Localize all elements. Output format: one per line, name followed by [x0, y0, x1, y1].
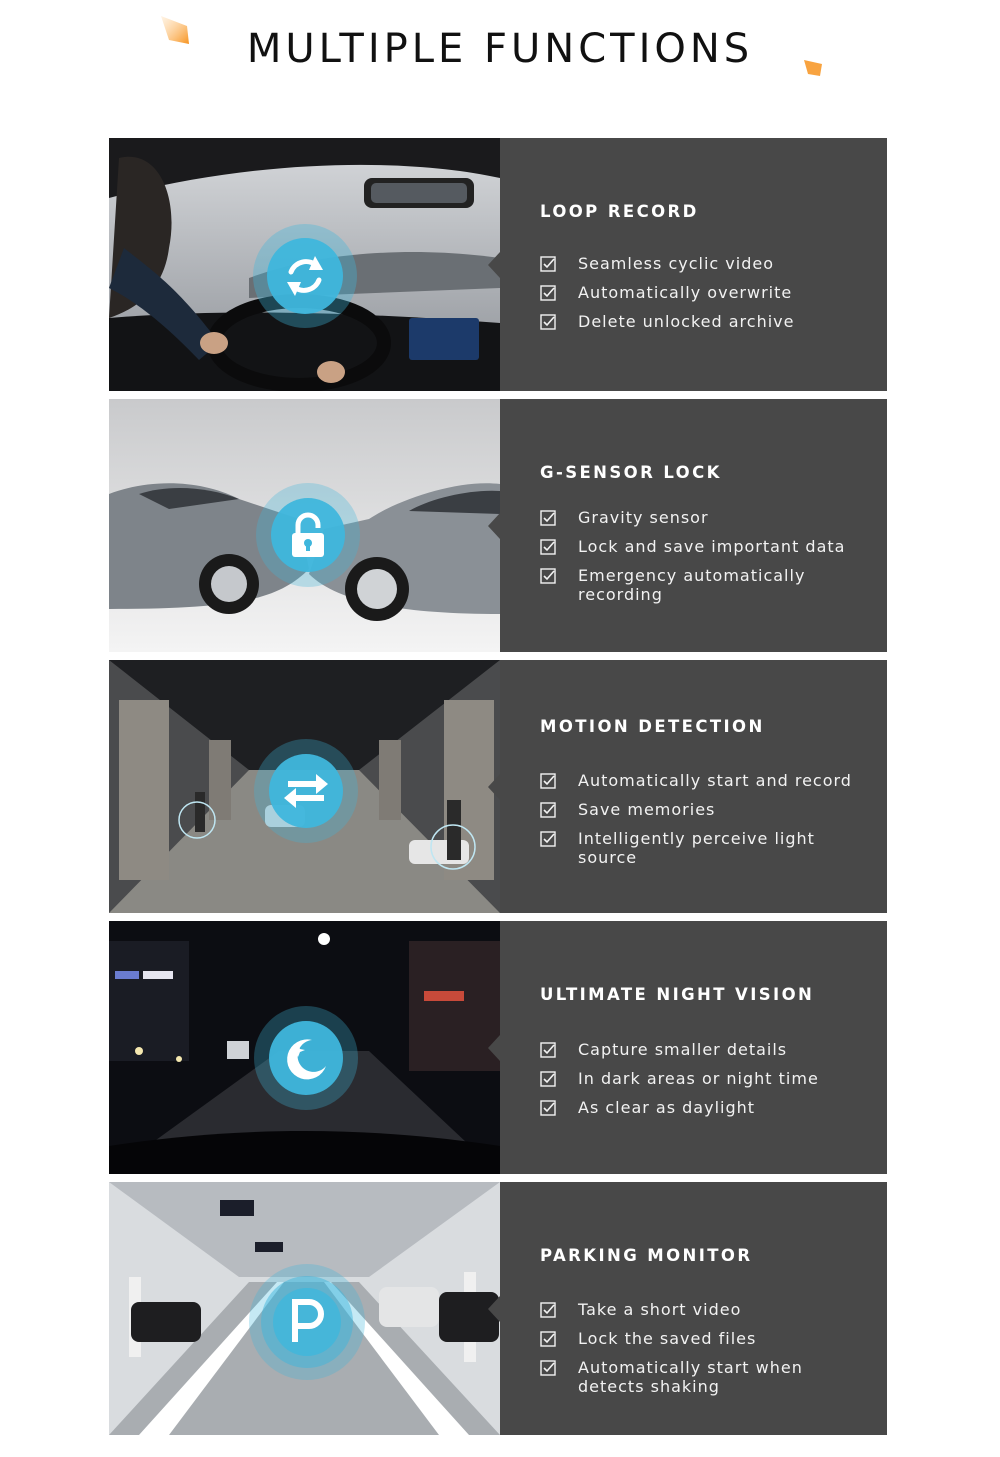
feature-panel: [500, 138, 887, 391]
panel-notch: [488, 252, 500, 278]
feature-panel: [500, 399, 887, 652]
list-item: [540, 771, 880, 790]
feature-list: [109, 138, 887, 1435]
orange-brush-decoration: [802, 58, 824, 78]
list-item: [540, 312, 880, 331]
checkbox-checked-icon: [540, 802, 556, 818]
list-item: [540, 1098, 880, 1117]
feature-row-g-sensor-lock: [109, 399, 887, 652]
checkbox-checked-icon: [540, 831, 556, 847]
list-item: [540, 1300, 880, 1319]
parking-garage-pedestrians-scene: [109, 660, 500, 913]
checkbox-checked-icon: [540, 285, 556, 301]
list-item: [540, 508, 880, 527]
list-item: [540, 1040, 880, 1059]
panel-notch: [488, 774, 500, 800]
page-title: MULTIPLE FUNCTIONS: [246, 26, 754, 72]
feature-bullets: [540, 1300, 880, 1406]
car-collision-scene: [109, 399, 500, 652]
feature-bullets: [540, 508, 880, 614]
list-item: [540, 537, 880, 556]
parking-p-icon: [247, 1262, 367, 1382]
list-item: [540, 1329, 880, 1348]
bullet-text: As clear as daylight: [578, 1098, 756, 1117]
checkbox-checked-icon: [540, 314, 556, 330]
checkbox-checked-icon: [540, 1071, 556, 1087]
feature-bullets: [540, 1040, 880, 1127]
bullet-text: Take a short video: [578, 1300, 742, 1319]
feature-row-motion-detection: [109, 660, 887, 913]
bullet-text: Save memories: [578, 800, 716, 819]
checkbox-checked-icon: [540, 1360, 556, 1376]
checkbox-checked-icon: [540, 1042, 556, 1058]
bullet-text: Automatically start when detects shaking: [578, 1358, 803, 1396]
list-item: [540, 800, 880, 819]
feature-panel: [500, 1182, 887, 1435]
night-street-scene: [109, 921, 500, 1174]
moon-star-icon: [252, 1004, 360, 1112]
feature-panel: [500, 660, 887, 913]
list-item: [540, 829, 880, 867]
bullet-text: Seamless cyclic video: [578, 254, 774, 273]
bullet-text: Lock the saved files: [578, 1329, 757, 1348]
bullet-text: Lock and save important data: [578, 537, 846, 556]
feature-row-loop-record: [109, 138, 887, 391]
list-item: [540, 254, 880, 273]
bullet-text: Capture smaller details: [578, 1040, 788, 1059]
swap-arrows-icon: [252, 737, 360, 845]
panel-notch: [488, 1035, 500, 1061]
bullet-text: Automatically start and record: [578, 771, 852, 790]
panel-notch: [488, 1296, 500, 1322]
list-item: [540, 283, 880, 302]
list-item: [540, 1358, 880, 1396]
feature-title: PARKING MONITOR: [540, 1246, 753, 1265]
feature-bullets: [540, 771, 880, 877]
checkbox-checked-icon: [540, 568, 556, 584]
bullet-text: In dark areas or night time: [578, 1069, 819, 1088]
bullet-text: Delete unlocked archive: [578, 312, 795, 331]
bullet-text: Intelligently perceive light source: [578, 829, 815, 867]
feature-title: ULTIMATE NIGHT VISION: [540, 985, 815, 1004]
checkbox-checked-icon: [540, 773, 556, 789]
feature-title: LOOP RECORD: [540, 202, 699, 221]
feature-row-night-vision: [109, 921, 887, 1174]
feature-panel: [500, 921, 887, 1174]
bullet-text: Automatically overwrite: [578, 283, 793, 302]
checkbox-checked-icon: [540, 1331, 556, 1347]
checkbox-checked-icon: [540, 539, 556, 555]
loop-arrows-icon: [251, 222, 359, 330]
list-item: [540, 1069, 880, 1088]
checkbox-checked-icon: [540, 1100, 556, 1116]
panel-notch: [488, 513, 500, 539]
feature-title: MOTION DETECTION: [540, 717, 765, 736]
bullet-text: Emergency automatically recording: [578, 566, 806, 604]
list-item: [540, 566, 880, 604]
checkbox-checked-icon: [540, 510, 556, 526]
checkbox-checked-icon: [540, 1302, 556, 1318]
padlock-icon: [254, 481, 362, 589]
underground-parking-scene: [109, 1182, 500, 1435]
driver-cockpit-scene: [109, 138, 500, 391]
bullet-text: Gravity sensor: [578, 508, 709, 527]
header: [0, 0, 1000, 138]
feature-bullets: [540, 254, 880, 341]
feature-title: G-SENSOR LOCK: [540, 463, 722, 482]
checkbox-checked-icon: [540, 256, 556, 272]
feature-row-parking-monitor: [109, 1182, 887, 1435]
